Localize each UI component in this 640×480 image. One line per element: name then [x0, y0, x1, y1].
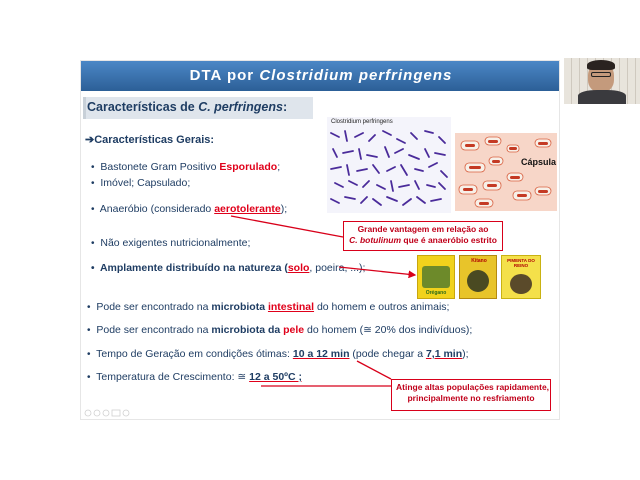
callout-vantagem-organism: C. botulinum: [349, 235, 402, 245]
oregano-leaf-icon: [422, 266, 450, 288]
spice-package-pimenta: [501, 255, 541, 299]
bullet-dot-icon: •: [87, 325, 91, 336]
callout-vantagem-rest: que é anaeróbio estrito: [401, 235, 497, 245]
play-icon: [94, 410, 100, 416]
bullet-anaerobio-end: );: [280, 203, 288, 215]
bullet-dot-icon: •: [87, 349, 91, 360]
spice-package-kitano: [459, 255, 497, 299]
bullet-geracao-min: 7,1 min: [425, 348, 463, 360]
presenter-webcam: [564, 58, 640, 104]
presenter-shirt: [578, 90, 626, 104]
bullet-pele-text: Pode ser encontrado na: [96, 324, 212, 336]
slide-title-organism: Clostridium perfringens: [259, 67, 453, 84]
subheading-label: Características Gerais:: [94, 134, 215, 146]
bullet-geracao-text: Tempo de Geração em condições ótimas:: [96, 348, 293, 360]
glasses-icon: [591, 72, 611, 77]
spice2-label: Kitano: [471, 258, 487, 264]
settings-icon: [123, 410, 129, 416]
bullet-temperatura-text: Temperatura de Crescimento: ≅: [96, 371, 250, 383]
bullet-microbiota-end: do homem e outros animais;: [314, 301, 450, 313]
bullet-gram-end: ;: [277, 161, 281, 173]
bullet-geracao-mid: (pode chegar a: [349, 348, 426, 360]
section-header-suffix: :: [282, 100, 288, 114]
callout-populacoes-line2: principalmente no resfriamento: [407, 393, 535, 403]
callout-populacoes-line1: Atinge altas populações rapidamente,: [396, 382, 550, 392]
bullet-pele-highlight: pele: [283, 324, 305, 336]
pepper-pile-icon: [510, 274, 532, 294]
spice-pile-icon: [467, 270, 489, 292]
bullet-dot-icon: •: [87, 302, 91, 313]
bullet-microbiota-highlight: intestinal: [267, 301, 315, 313]
callout-vantagem: [343, 221, 503, 251]
video-controls[interactable]: [84, 408, 164, 418]
bullet-distribuido-text: Amplamente distribuído na natureza (: [99, 262, 288, 274]
solo-arrow: [339, 267, 415, 275]
bullet-gram-text: Bastonete Gram Positivo: [100, 161, 220, 173]
bullet-dot-icon: •: [87, 372, 91, 383]
bullet-distribuido-highlight: solo: [287, 262, 310, 274]
capsule-label: Cápsula: [521, 157, 557, 167]
spice1-label: Orégano: [425, 290, 447, 296]
bullet-geracao-value: 10 a 12 min: [292, 348, 350, 360]
callout-vantagem-line1: Grande vantagem em relação ao: [357, 224, 489, 234]
section-header-prefix: Características de: [87, 100, 199, 114]
bullet-dot-icon: •: [91, 263, 95, 274]
presentation-slide: [80, 60, 560, 420]
bullet-nao-exigentes-text: Não exigentes nutricionalmente;: [100, 237, 251, 249]
section-header-organism: C. perfringens: [198, 100, 283, 114]
bullet-dot-icon: •: [91, 204, 95, 215]
spice-package-oregano: [417, 255, 455, 299]
bullet-pele-end: do homem (≅ 20% dos indivíduos);: [304, 324, 473, 336]
bullet-microbiota-text: Pode ser encontrado na: [96, 301, 212, 313]
bullet-distribuido-end: , poeira, ...);: [309, 262, 366, 274]
callout-arrow-aerotolerante: [231, 216, 343, 237]
callout-vantagem-line2: [348, 235, 498, 246]
bullet-temperatura-value: 12 a 50ºC ;: [249, 371, 302, 383]
spice3-label: PIMENTA DO REINO: [507, 258, 535, 268]
micrograph-label: Clostridium perfringens: [331, 119, 393, 125]
presenter-hair: [587, 60, 615, 70]
bullet-gram-highlight: Esporulado: [219, 161, 278, 173]
prev-icon: [85, 410, 91, 416]
screen-icon: [112, 410, 120, 416]
slide-title-prefix: DTA por: [189, 67, 260, 84]
bullet-dot-icon: •: [91, 238, 95, 249]
next-icon: [103, 410, 109, 416]
callout-populacoes: [391, 379, 551, 411]
bullet-anaerobio-highlight: aerotolerante: [214, 203, 281, 215]
bullet-dot-icon: •: [91, 178, 95, 189]
arrow-right-icon: ➔: [85, 134, 95, 146]
bullet-geracao-end: );: [462, 348, 469, 360]
bullet-microbiota-bold: microbiota: [211, 301, 268, 313]
bullet-dot-icon: •: [91, 162, 95, 173]
bullet-imovel-text: Imóvel; Capsulado;: [100, 177, 191, 189]
bullet-anaerobio-text: Anaeróbio (considerado: [99, 203, 215, 215]
bullet-pele-bold: microbiota da: [211, 324, 284, 336]
callout-arrow-geracao: [357, 361, 391, 379]
spice-packages: [417, 255, 543, 301]
